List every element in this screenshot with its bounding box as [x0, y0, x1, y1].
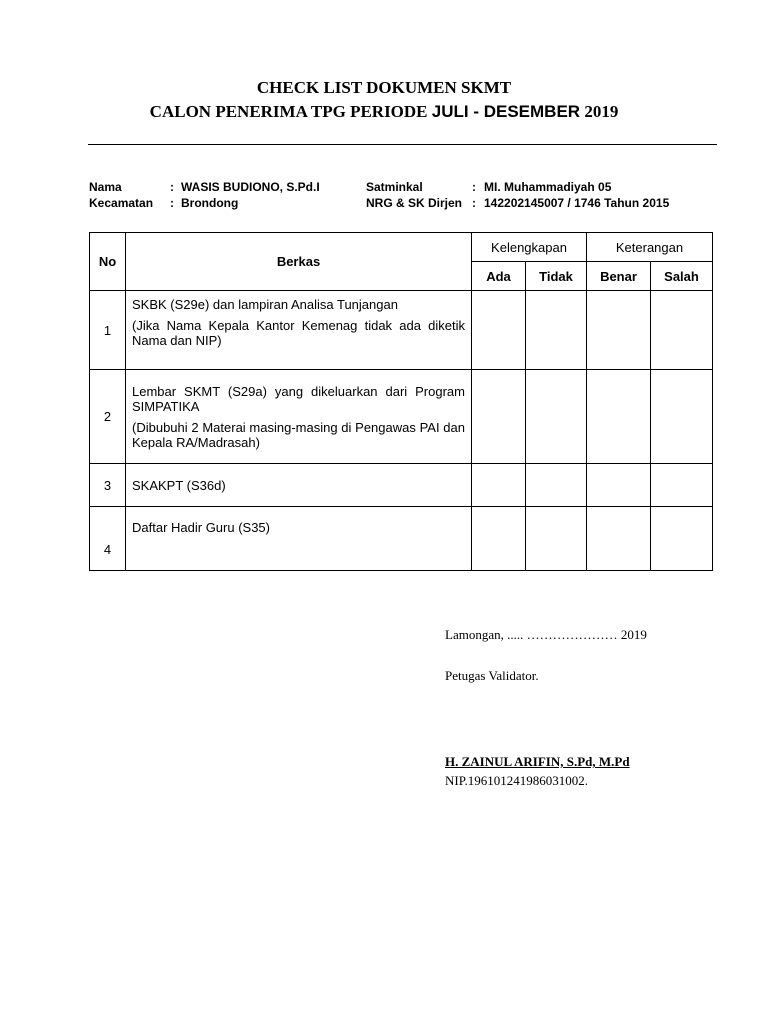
row-number: 2 — [90, 370, 126, 464]
check-ada[interactable] — [472, 370, 526, 464]
check-benar[interactable] — [587, 291, 651, 370]
berkas-cell — [126, 507, 472, 571]
berkas-text: Lembar SKMT (S29a) yang dikeluarkan dari Program SIMPATIKA — [132, 384, 465, 414]
header-tidak: Tidak — [526, 262, 587, 291]
header-benar: Benar — [587, 262, 651, 291]
row-number: 3 — [90, 464, 126, 507]
row-number: 1 — [90, 291, 126, 370]
kecamatan-value: Brondong — [181, 196, 239, 210]
check-tidak[interactable] — [526, 507, 587, 571]
table-row — [90, 370, 713, 464]
info-block — [0, 0, 768, 220]
check-salah[interactable] — [651, 370, 713, 464]
berkas-note: (Jika Nama Kepala Kantor Kemenag tidak ada diketik Nama dan NIP) — [132, 318, 465, 348]
berkas-cell — [126, 464, 472, 507]
nrg-separator: : — [472, 196, 476, 210]
nrg-label: NRG & SK Dirjen — [366, 196, 463, 210]
check-tidak[interactable] — [526, 464, 587, 507]
header-ada: Ada — [472, 262, 526, 291]
nrg-value: 142202145007 / 1746 Tahun 2015 — [484, 196, 670, 210]
check-benar[interactable] — [587, 464, 651, 507]
row-number: 4 — [90, 507, 126, 571]
check-salah[interactable] — [651, 291, 713, 370]
header-kelengkapan: Kelengkapan — [472, 233, 587, 262]
check-ada[interactable] — [472, 507, 526, 571]
document-title: CHECK LIST DOKUMEN SKMT — [256, 78, 512, 97]
berkas-text: Daftar Hadir Guru (S35) — [132, 520, 270, 535]
table-row — [90, 464, 713, 507]
header-keterangan: Keterangan — [587, 233, 713, 262]
subtitle-period: JULI - DESEMBER — [431, 102, 581, 121]
satminkal-label: Satminkal — [366, 180, 423, 194]
berkas-cell — [126, 291, 472, 370]
check-benar[interactable] — [587, 370, 651, 464]
check-tidak[interactable] — [526, 291, 587, 370]
berkas-text: SKAKPT (S36d) — [132, 477, 226, 493]
check-tidak[interactable] — [526, 370, 587, 464]
subtitle-part-a: CALON PENERIMA TPG PERIODE — [149, 102, 432, 121]
header-no: No — [90, 233, 126, 291]
check-salah[interactable] — [651, 464, 713, 507]
nama-value: WASIS BUDIONO, S.Pd.I — [181, 180, 320, 194]
check-ada[interactable] — [472, 464, 526, 507]
check-ada[interactable] — [472, 291, 526, 370]
table-row — [90, 507, 713, 571]
validator-role: Petugas Validator. — [445, 668, 539, 683]
validator-name: H. ZAINUL ARIFIN, S.Pd, M.Pd — [445, 754, 630, 769]
nama-label: Nama — [89, 180, 122, 194]
berkas-text: SKBK (S29e) dan lampiran Analisa Tunjangan — [132, 297, 398, 312]
berkas-cell — [126, 370, 472, 464]
checklist-table — [89, 232, 713, 571]
place-date: Lamongan, ..... ………………… 2019 — [445, 627, 647, 642]
nama-separator: : — [170, 180, 174, 194]
kecamatan-separator: : — [170, 196, 174, 210]
check-salah[interactable] — [651, 507, 713, 571]
validator-nip: NIP.196101241986031002. — [445, 773, 589, 788]
satminkal-separator: : — [472, 180, 476, 194]
kecamatan-label: Kecamatan — [89, 196, 154, 210]
satminkal-value: MI. Muhammadiyah 05 — [484, 180, 612, 194]
berkas-note: (Dibubuhi 2 Materai masing-masing di Pengawas PAI dan Kepala RA/Madrasah) — [132, 420, 465, 450]
subtitle-year: 2019 — [580, 102, 619, 121]
header-berkas: Berkas — [126, 233, 472, 291]
check-benar[interactable] — [587, 507, 651, 571]
table-row — [90, 291, 713, 370]
header-salah: Salah — [651, 262, 713, 291]
